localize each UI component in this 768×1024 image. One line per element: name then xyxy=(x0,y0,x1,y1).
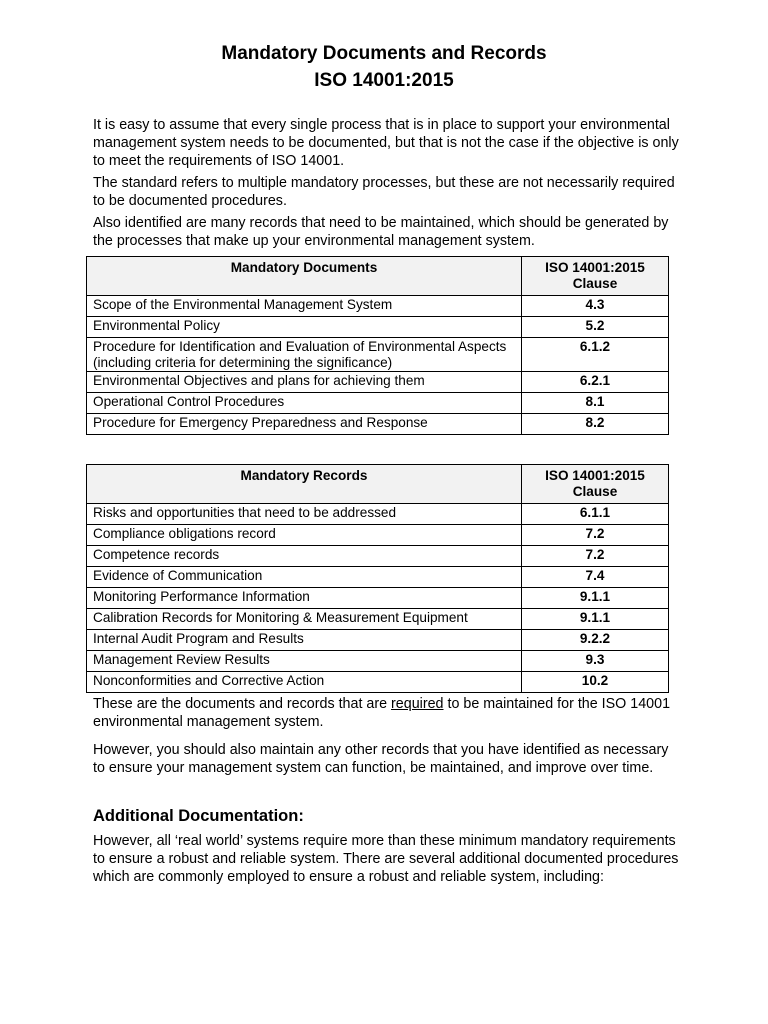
record-clause: 9.1.1 xyxy=(522,588,669,609)
mandatory-documents-table xyxy=(86,256,669,435)
table-row xyxy=(87,567,669,588)
record-name: Evidence of Communication xyxy=(87,567,522,588)
table-row xyxy=(87,372,669,393)
page-subtitle: ISO 14001:2015 xyxy=(314,70,454,91)
document-clause: 4.3 xyxy=(522,296,669,317)
table-row xyxy=(87,296,669,317)
additional-documentation-heading: Additional Documentation: xyxy=(93,807,304,825)
mandatory-records-table xyxy=(86,464,669,693)
document-clause: 5.2 xyxy=(522,317,669,338)
record-clause: 7.4 xyxy=(522,567,669,588)
document-name: Procedure for Emergency Preparedness and Response xyxy=(87,414,522,435)
table-row xyxy=(87,414,669,435)
intro-paragraph-2: The standard refers to multiple mandatory processes, but these are not necessarily required to be documented procedures. xyxy=(93,175,675,209)
table-row xyxy=(87,546,669,567)
document-clause: 6.2.1 xyxy=(522,372,669,393)
document-name: Environmental Policy xyxy=(87,317,522,338)
column-header-clause xyxy=(522,257,669,296)
table-row xyxy=(87,393,669,414)
table-header-row xyxy=(87,465,669,504)
column-header-clause-line1: ISO 14001:2015 xyxy=(545,468,645,483)
table-row xyxy=(87,609,669,630)
table-row xyxy=(87,317,669,338)
record-name: Competence records xyxy=(87,546,522,567)
record-clause: 9.2.2 xyxy=(522,630,669,651)
record-name: Internal Audit Program and Results xyxy=(87,630,522,651)
intro-paragraph-3: Also identified are many records that need to be maintained, which should be generated by the processes that make up your environmental management system. xyxy=(93,215,669,249)
required-note-paragraph xyxy=(93,695,683,731)
record-name: Management Review Results xyxy=(87,651,522,672)
table-row xyxy=(87,630,669,651)
document-name: Procedure for Identification and Evaluation of Environmental Aspects (including criteria for determining the significance) xyxy=(87,338,522,372)
column-header-clause-line1: ISO 14001:2015 xyxy=(545,260,645,275)
record-clause: 10.2 xyxy=(522,672,669,693)
document-clause: 6.1.2 xyxy=(522,338,669,372)
document-name: Scope of the Environmental Management System xyxy=(87,296,522,317)
column-header-clause-line2: Clause xyxy=(572,484,618,499)
required-emphasis: required xyxy=(391,696,444,712)
record-clause: 6.1.1 xyxy=(522,504,669,525)
table-row xyxy=(87,588,669,609)
record-clause: 9.3 xyxy=(522,651,669,672)
table-row xyxy=(87,338,669,372)
record-clause: 7.2 xyxy=(522,546,669,567)
table-header-row xyxy=(87,257,669,296)
required-note-text-end: to be maintained for the ISO 14001 environmental management system. xyxy=(93,696,671,730)
table-row xyxy=(87,651,669,672)
table-row xyxy=(87,672,669,693)
required-note-text-start: These are the documents and records that are xyxy=(93,696,392,712)
table-row xyxy=(87,525,669,546)
page-title: Mandatory Documents and Records xyxy=(221,43,547,64)
table-row xyxy=(87,504,669,525)
record-name: Calibration Records for Monitoring & Measurement Equipment xyxy=(87,609,522,630)
record-name: Risks and opportunities that need to be addressed xyxy=(87,504,522,525)
additional-documentation-paragraph: However, all ‘real world’ systems require more than these minimum mandatory requirements to ensure a robust and reliable system. There are several additional documented procedures which are commonly employed to ensure a robust and reliable system, including: xyxy=(93,833,679,885)
record-name: Monitoring Performance Information xyxy=(87,588,522,609)
record-name: Compliance obligations record xyxy=(87,525,522,546)
column-header-clause-line2: Clause xyxy=(572,276,618,291)
document-name: Operational Control Procedures xyxy=(87,393,522,414)
intro-paragraph-1: It is easy to assume that every single process that is in place to support your environmental management system needs to be documented, but that is not the case if the objective is only to meet the requirements of ISO 14001. xyxy=(93,117,679,169)
column-header-records: Mandatory Records xyxy=(87,465,522,504)
document-name: Environmental Objectives and plans for achieving them xyxy=(87,372,522,393)
column-header-documents: Mandatory Documents xyxy=(87,257,522,296)
document-clause: 8.1 xyxy=(522,393,669,414)
other-records-paragraph: However, you should also maintain any other records that you have identified as necessary to ensure your management system can function, be maintained, and improve over time. xyxy=(93,742,669,776)
record-clause: 7.2 xyxy=(522,525,669,546)
record-clause: 9.1.1 xyxy=(522,609,669,630)
column-header-clause xyxy=(522,465,669,504)
document-clause: 8.2 xyxy=(522,414,669,435)
record-name: Nonconformities and Corrective Action xyxy=(87,672,522,693)
